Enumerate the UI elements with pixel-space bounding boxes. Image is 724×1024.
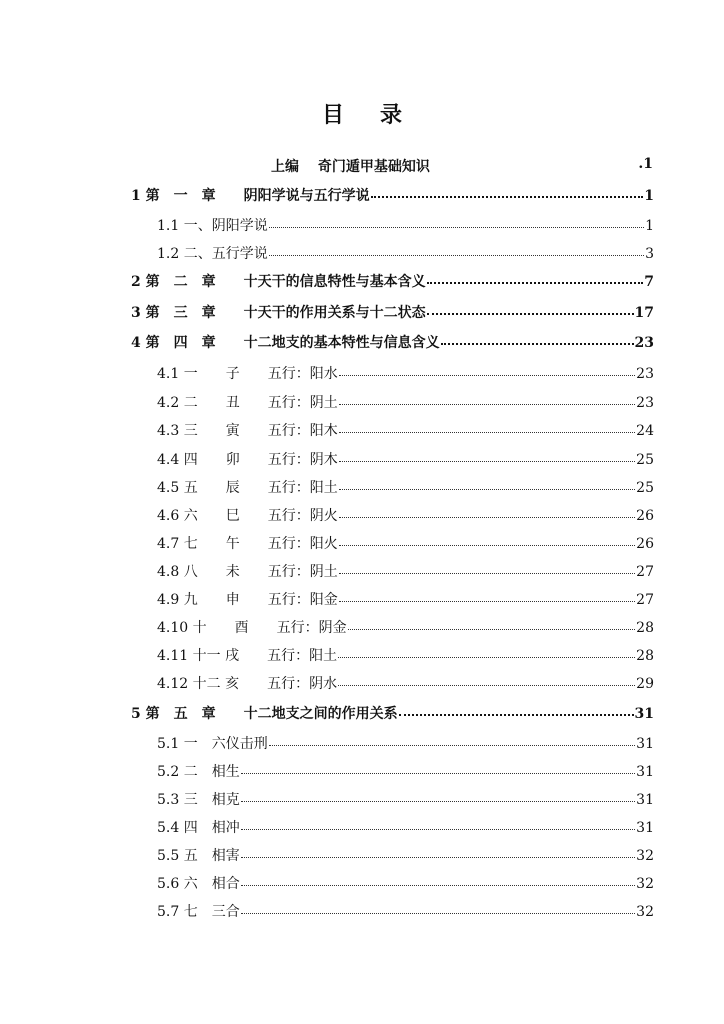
toc-section-entry[interactable] [157,873,654,893]
toc-section-entry[interactable] [157,817,654,837]
toc-leader-dots [241,817,635,832]
toc-chapter-entry[interactable] [131,271,654,291]
toc-section-entry[interactable] [157,617,654,637]
toc-leader-dots [339,477,635,492]
toc-section-entry[interactable] [157,589,654,609]
toc-leader-dots [339,392,635,407]
toc-entry-page: 27 [636,592,654,609]
toc-leader-dots [441,332,634,347]
toc-leader-dots [241,761,635,776]
toc-entry-label: 5.1 一 六仪击刑 [157,736,268,753]
toc-entry-page: 25 [636,480,654,497]
toc-entry-label: 4.6 六 巳 五行：阴火 [157,508,338,525]
toc-leader-dots [241,845,635,860]
toc-section-entry[interactable] [157,673,654,693]
toc-entry-page: 26 [636,536,654,553]
toc-entry-label: 4.10 十 酉 五行：阴金 [157,620,347,637]
toc-entry-page: 31 [636,792,654,809]
toc-entry-label: 1.1 一、阴阳学说 [157,218,268,235]
toc-entry-page: 31 [634,706,654,723]
toc-section-entry[interactable] [157,761,654,781]
toc-entry-label: 4.11 十一 戌 五行：阳土 [157,648,338,665]
toc-entry-label: 4.7 七 午 五行：阳火 [157,536,338,553]
toc-leader-dots [339,420,635,435]
toc-chapter-entry[interactable] [131,185,654,205]
part-label: 上编 [271,159,299,175]
toc-entry-page: 31 [636,764,654,781]
toc-leader-dots [269,733,635,748]
toc-entry-label: 5.3 三 相克 [157,792,240,809]
toc-entry-label: 5.5 五 相害 [157,848,240,865]
toc-entry-label: 4.9 九 申 五行：阳金 [157,592,338,609]
page-title-char-2: 录 [380,102,403,128]
part-name: 奇门遁甲基础知识 [317,159,430,175]
toc-chapter-entry[interactable] [131,703,654,723]
toc-leader-dots [339,363,635,378]
toc-section-entry[interactable] [157,215,654,235]
toc-entry-label: 1 第 一 章 阴阳学说与五行学说 [131,188,370,205]
toc-section-entry[interactable] [157,845,654,865]
toc-chapter-entry[interactable] [131,332,654,352]
toc-chapter-entry[interactable] [131,302,654,322]
part-title [271,156,430,176]
toc-entry-page: 17 [634,305,654,322]
toc-entry-label: 5.7 七 三合 [157,904,240,921]
part-page: .1 [638,156,653,172]
toc-leader-dots [338,645,635,660]
toc-entry-page: 29 [636,676,654,693]
toc-entry-page: 23 [634,335,654,352]
toc-entry-label: 5.2 二 相生 [157,764,240,781]
toc-leader-dots [269,243,644,258]
toc-entry-label: 5.4 四 相冲 [157,820,240,837]
toc-entry-page: 27 [636,564,654,581]
toc-entry-page: 1 [644,188,654,205]
toc-leader-dots [269,215,644,230]
toc-entry-page: 23 [636,395,654,412]
toc-leader-dots [241,901,635,916]
toc-section-entry[interactable] [157,363,654,383]
toc-entry-page: 1 [645,218,654,235]
toc-leader-dots [371,185,644,200]
toc-section-entry[interactable] [157,505,654,525]
toc-leader-dots [339,589,635,604]
toc-leader-dots [241,873,635,888]
toc-leader-dots [241,789,635,804]
toc-leader-dots [339,505,635,520]
toc-leader-dots [339,561,635,576]
toc-entry-page: 31 [636,820,654,837]
toc-leader-dots [427,302,634,317]
toc-section-entry[interactable] [157,243,654,263]
toc-leader-dots [339,533,635,548]
toc-entry-page: 32 [636,904,654,921]
toc-entry-label: 3 第 三 章 十天干的作用关系与十二状态 [131,305,426,322]
toc-section-entry[interactable] [157,561,654,581]
toc-section-entry[interactable] [157,789,654,809]
toc-entry-label: 2 第 二 章 十天干的信息特性与基本含义 [131,274,426,291]
toc-entry-label: 4.3 三 寅 五行：阳木 [157,423,338,440]
toc-leader-dots [339,449,635,464]
toc-leader-dots [427,271,644,286]
toc-entry-page: 25 [636,452,654,469]
toc-section-entry[interactable] [157,645,654,665]
toc-entry-label: 4.8 八 未 五行：阴土 [157,564,338,581]
toc-entry-page: 23 [636,366,654,383]
toc-section-entry[interactable] [157,449,654,469]
toc-entry-label: 4.2 二 丑 五行：阴土 [157,395,338,412]
toc-entry-page: 3 [645,246,654,263]
page-title [0,98,724,129]
toc-entry-label: 4 第 四 章 十二地支的基本特性与信息含义 [131,335,440,352]
toc-entry-label: 1.2 二、五行学说 [157,246,268,263]
toc-entry-label: 4.4 四 卯 五行：阴木 [157,452,338,469]
toc-entry-label: 5.6 六 相合 [157,876,240,893]
page-title-char-1: 目 [321,102,344,128]
toc-entry-page: 26 [636,508,654,525]
toc-section-entry[interactable] [157,733,654,753]
toc-entry-label: 5 第 五 章 十二地支之间的作用关系 [131,706,398,723]
toc-entry-page: 28 [636,648,654,665]
toc-section-entry[interactable] [157,533,654,553]
toc-entry-page: 32 [636,876,654,893]
toc-leader-dots [338,673,635,688]
toc-section-entry[interactable] [157,420,654,440]
toc-entry-page: 7 [644,274,654,291]
toc-entry-page: 31 [636,736,654,753]
toc-section-entry[interactable] [157,477,654,497]
toc-leader-dots [348,617,636,632]
toc-entry-page: 28 [636,620,654,637]
toc-entry-label: 4.12 十二 亥 五行：阴水 [157,676,338,693]
toc-entry-page: 24 [636,423,654,440]
toc-section-entry[interactable] [157,392,654,412]
toc-leader-dots [399,703,634,718]
toc-entry-page: 32 [636,848,654,865]
toc-entry-label: 4.1 一 子 五行：阳水 [157,366,338,383]
toc-section-entry[interactable] [157,901,654,921]
toc-entry-label: 4.5 五 辰 五行：阳土 [157,480,338,497]
